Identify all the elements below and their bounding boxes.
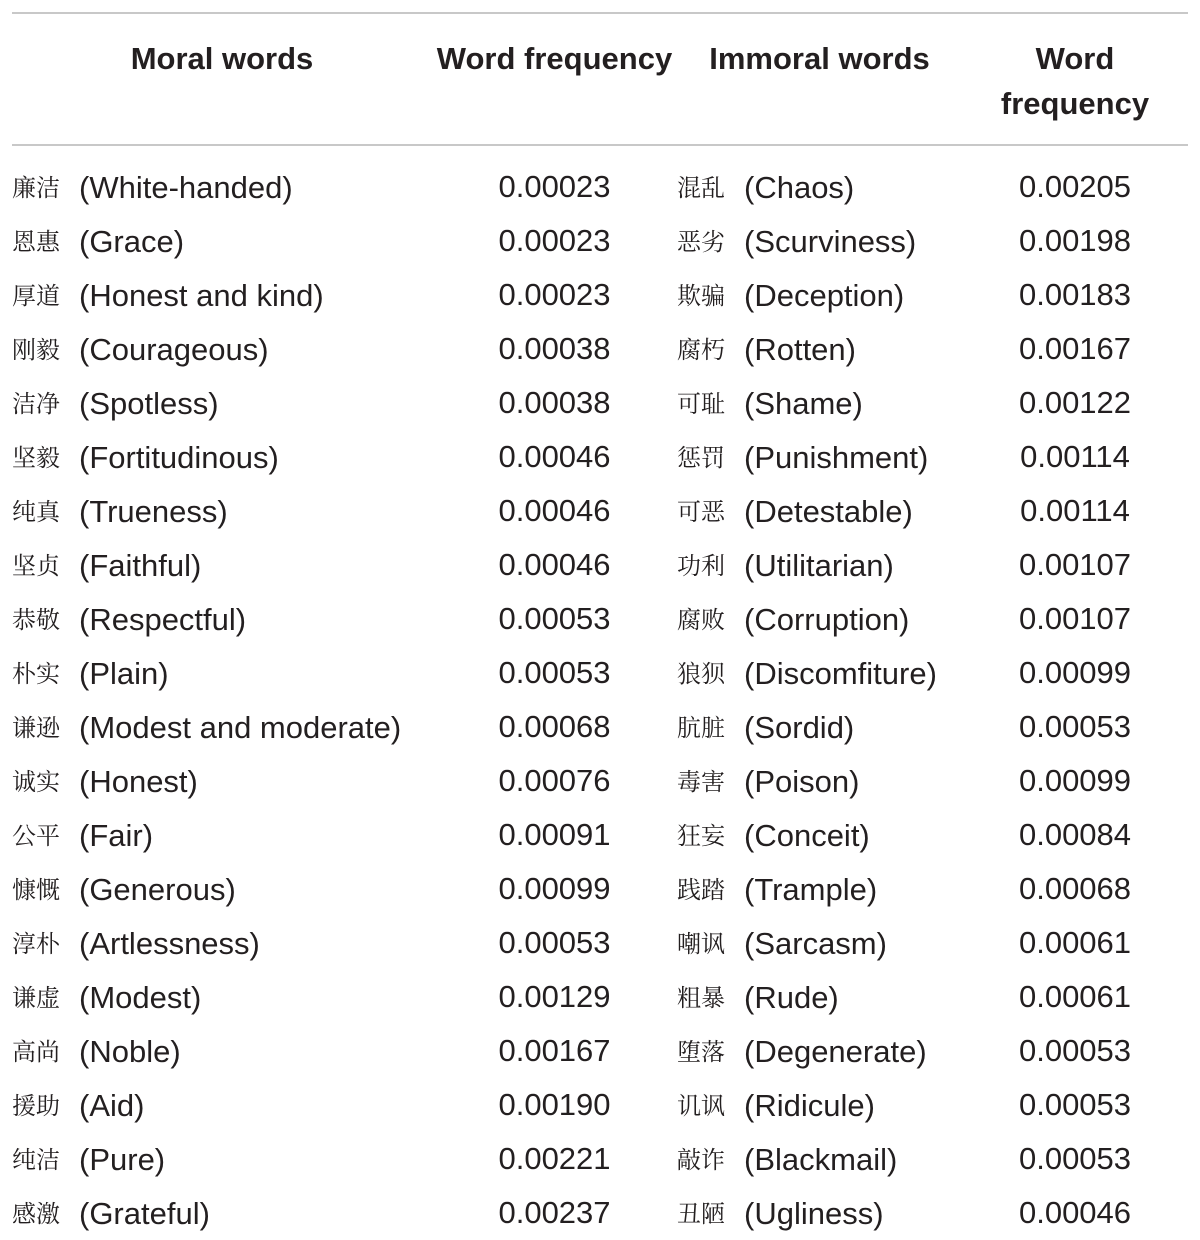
- moral-word-cell: [12, 538, 432, 592]
- moral-word-cell-chinese: 洁净: [12, 390, 60, 418]
- moral-frequency-cell: 0.00091: [498, 817, 611, 852]
- immoral-word-cell-english: (Scurviness): [744, 224, 917, 259]
- immoral-word-cell-english: (Shame): [744, 386, 863, 421]
- immoral-frequency-cell: 0.00061: [1018, 925, 1132, 960]
- moral-frequency-cell: 0.00023: [498, 277, 611, 312]
- word-frequency-table-container: [12, 12, 1188, 1240]
- immoral-word-cell: [677, 1132, 962, 1186]
- moral-word-cell-english: (Courageous): [79, 332, 269, 367]
- table-row: [12, 214, 1188, 268]
- moral-word-cell-english: (Honest and kind): [79, 278, 324, 313]
- header-word-frequency-moral: Word frequency: [436, 41, 673, 76]
- moral-frequency-cell: 0.00190: [498, 1087, 611, 1122]
- immoral-frequency-cell: 0.00053: [1018, 1141, 1132, 1176]
- moral-word-cell-chinese: 公平: [12, 822, 60, 850]
- moral-word-cell: [12, 592, 432, 646]
- immoral-word-cell-chinese: 毒害: [677, 768, 725, 796]
- moral-word-cell: [12, 700, 432, 754]
- moral-word-cell-chinese: 坚毅: [12, 444, 60, 472]
- immoral-frequency-cell: 0.00167: [1018, 331, 1132, 366]
- immoral-frequency-cell: 0.00183: [1018, 277, 1132, 312]
- header-word-frequency-immoral: Word frequency: [1000, 41, 1150, 121]
- immoral-word-cell-chinese: 惩罚: [677, 444, 725, 472]
- immoral-word-cell: [677, 916, 962, 970]
- immoral-frequency-cell: 0.00122: [1018, 385, 1132, 420]
- moral-word-cell-english: (Plain): [79, 656, 169, 691]
- moral-frequency-cell: 0.00038: [498, 385, 611, 420]
- moral-word-cell-english: (Fair): [79, 818, 154, 853]
- moral-word-cell: [12, 376, 432, 430]
- immoral-frequency-cell: 0.00099: [1018, 655, 1132, 690]
- table-row: [12, 1132, 1188, 1186]
- immoral-word-cell: [677, 808, 962, 862]
- moral-word-cell: [12, 862, 432, 916]
- table-row: [12, 700, 1188, 754]
- moral-word-cell: [12, 1024, 432, 1078]
- moral-word-cell-chinese: 援助: [12, 1092, 60, 1120]
- immoral-frequency-cell: 0.00053: [1018, 1087, 1132, 1122]
- immoral-word-cell: [677, 1186, 962, 1240]
- table-row: [12, 376, 1188, 430]
- moral-word-cell-chinese: 谦虚: [12, 984, 60, 1012]
- moral-frequency-cell: 0.00068: [498, 709, 611, 744]
- immoral-word-cell: [677, 700, 962, 754]
- moral-word-cell-english: (Honest): [79, 764, 198, 799]
- immoral-word-cell-english: (Detestable): [744, 494, 913, 529]
- immoral-word-cell-chinese: 堕落: [677, 1038, 725, 1066]
- immoral-word-cell: [677, 970, 962, 1024]
- moral-word-cell-english: (Aid): [79, 1088, 145, 1123]
- immoral-word-cell-english: (Sordid): [744, 710, 855, 745]
- immoral-word-cell-english: (Chaos): [744, 170, 855, 205]
- immoral-word-cell-chinese: 敲诈: [677, 1146, 725, 1174]
- table-row: [12, 646, 1188, 700]
- immoral-word-cell-chinese: 恶劣: [677, 228, 725, 256]
- immoral-word-cell-chinese: 肮脏: [677, 714, 725, 742]
- immoral-word-cell-chinese: 丑陋: [677, 1200, 725, 1228]
- immoral-word-cell: [677, 538, 962, 592]
- moral-frequency-cell: 0.00099: [498, 871, 611, 906]
- moral-frequency-cell: 0.00023: [498, 223, 611, 258]
- moral-frequency-cell: 0.00167: [498, 1033, 611, 1068]
- moral-word-cell-english: (Noble): [79, 1034, 181, 1069]
- immoral-word-cell: [677, 146, 962, 214]
- table-header: [12, 14, 1188, 144]
- table-row: [12, 430, 1188, 484]
- immoral-word-cell: [677, 862, 962, 916]
- immoral-word-cell-chinese: 腐败: [677, 606, 725, 634]
- moral-frequency-cell: 0.00046: [498, 439, 611, 474]
- moral-word-cell-english: (Grace): [79, 224, 185, 259]
- moral-frequency-cell: 0.00129: [498, 979, 611, 1014]
- immoral-word-cell-english: (Corruption): [744, 602, 910, 637]
- immoral-word-cell-chinese: 混乱: [677, 174, 725, 202]
- moral-frequency-cell: 0.00221: [498, 1141, 611, 1176]
- moral-frequency-cell: 0.00023: [498, 169, 611, 204]
- immoral-word-cell-english: (Poison): [744, 764, 860, 799]
- table-row: [12, 1024, 1188, 1078]
- moral-word-cell: [12, 214, 432, 268]
- moral-word-cell: [12, 484, 432, 538]
- immoral-word-cell-english: (Discomfiture): [744, 656, 937, 691]
- table-body: [12, 146, 1188, 1240]
- immoral-word-cell-chinese: 嘲讽: [677, 930, 725, 958]
- immoral-frequency-cell: 0.00046: [1018, 1195, 1132, 1230]
- moral-word-cell-chinese: 纯洁: [12, 1146, 60, 1174]
- immoral-word-cell-chinese: 可恶: [677, 498, 725, 526]
- immoral-frequency-cell: 0.00107: [1018, 547, 1132, 582]
- immoral-word-cell: [677, 646, 962, 700]
- immoral-word-cell-english: (Conceit): [744, 818, 870, 853]
- moral-word-cell-chinese: 感激: [12, 1200, 60, 1228]
- immoral-word-cell-chinese: 欺骗: [677, 282, 725, 310]
- moral-frequency-cell: 0.00076: [498, 763, 611, 798]
- moral-word-cell-english: (Respectful): [79, 602, 247, 637]
- moral-word-cell-english: (Modest and moderate): [79, 710, 402, 745]
- moral-word-cell: [12, 754, 432, 808]
- immoral-frequency-cell: 0.00061: [1018, 979, 1132, 1014]
- immoral-word-cell: [677, 376, 962, 430]
- moral-word-cell-chinese: 淳朴: [12, 930, 60, 958]
- moral-word-cell-chinese: 刚毅: [12, 336, 60, 364]
- table-row: [12, 268, 1188, 322]
- immoral-word-cell-english: (Trample): [744, 872, 878, 907]
- moral-frequency-cell: 0.00038: [498, 331, 611, 366]
- immoral-word-cell: [677, 430, 962, 484]
- moral-word-cell-english: (Generous): [79, 872, 236, 907]
- moral-word-cell: [12, 808, 432, 862]
- immoral-word-cell: [677, 754, 962, 808]
- immoral-word-cell-english: (Blackmail): [744, 1142, 898, 1177]
- moral-word-cell: [12, 322, 432, 376]
- immoral-word-cell-chinese: 腐朽: [677, 336, 725, 364]
- immoral-word-cell-chinese: 狼狈: [677, 660, 725, 688]
- moral-word-cell-english: (Faithful): [79, 548, 202, 583]
- word-frequency-table-body: [12, 146, 1188, 1240]
- immoral-word-cell-english: (Sarcasm): [744, 926, 887, 961]
- table-row: [12, 1186, 1188, 1240]
- immoral-frequency-cell: 0.00198: [1018, 223, 1132, 258]
- immoral-frequency-cell: 0.00068: [1018, 871, 1132, 906]
- table-row: [12, 808, 1188, 862]
- immoral-frequency-cell: 0.00205: [1018, 169, 1132, 204]
- moral-word-cell: [12, 430, 432, 484]
- header-immoral-words: Immoral words: [709, 41, 930, 76]
- moral-word-cell: [12, 646, 432, 700]
- immoral-word-cell: [677, 484, 962, 538]
- immoral-frequency-cell: 0.00107: [1018, 601, 1132, 636]
- immoral-frequency-cell: 0.00099: [1018, 763, 1132, 798]
- moral-word-cell-chinese: 高尚: [12, 1038, 60, 1066]
- moral-word-cell-english: (White-handed): [79, 170, 293, 205]
- immoral-word-cell-english: (Ugliness): [744, 1196, 884, 1231]
- moral-word-cell-english: (Grateful): [79, 1196, 210, 1231]
- moral-frequency-cell: 0.00053: [498, 925, 611, 960]
- header-moral-words: Moral words: [130, 41, 314, 76]
- immoral-word-cell-chinese: 粗暴: [677, 984, 725, 1012]
- moral-word-cell-english: (Spotless): [79, 386, 219, 421]
- moral-frequency-cell: 0.00046: [498, 547, 611, 582]
- moral-word-cell-chinese: 朴实: [12, 660, 60, 688]
- table-row: [12, 484, 1188, 538]
- moral-word-cell: [12, 1186, 432, 1240]
- moral-word-cell-chinese: 诚实: [12, 768, 60, 796]
- moral-word-cell: [12, 916, 432, 970]
- moral-word-cell: [12, 268, 432, 322]
- moral-word-cell-chinese: 谦逊: [12, 714, 60, 742]
- moral-word-cell-english: (Artlessness): [79, 926, 260, 961]
- moral-word-cell: [12, 146, 432, 214]
- table-row: [12, 538, 1188, 592]
- immoral-word-cell: [677, 592, 962, 646]
- moral-word-cell-english: (Modest): [79, 980, 202, 1015]
- table-row: [12, 322, 1188, 376]
- word-frequency-table: [12, 14, 1188, 144]
- immoral-frequency-cell: 0.00053: [1018, 1033, 1132, 1068]
- immoral-word-cell: [677, 322, 962, 376]
- table-row: [12, 592, 1188, 646]
- immoral-word-cell-chinese: 狂妄: [677, 822, 725, 850]
- immoral-word-cell-english: (Utilitarian): [744, 548, 894, 583]
- table-row: [12, 970, 1188, 1024]
- immoral-frequency-cell: 0.00114: [1020, 439, 1130, 474]
- table-row: [12, 1078, 1188, 1132]
- immoral-frequency-cell: 0.00053: [1018, 709, 1132, 744]
- moral-word-cell-chinese: 恩惠: [12, 228, 60, 256]
- moral-word-cell-english: (Pure): [79, 1142, 166, 1177]
- moral-word-cell: [12, 1132, 432, 1186]
- immoral-word-cell-chinese: 功利: [677, 552, 725, 580]
- table-row: [12, 754, 1188, 808]
- immoral-word-cell-english: (Punishment): [744, 440, 929, 475]
- table-row: [12, 862, 1188, 916]
- moral-frequency-cell: 0.00237: [498, 1195, 611, 1230]
- moral-word-cell: [12, 1078, 432, 1132]
- table-row: [12, 916, 1188, 970]
- moral-frequency-cell: 0.00053: [498, 601, 611, 636]
- moral-word-cell-chinese: 恭敬: [12, 606, 60, 634]
- immoral-word-cell-chinese: 讥讽: [677, 1092, 725, 1120]
- moral-word-cell-chinese: 慷慨: [12, 876, 60, 904]
- immoral-word-cell-english: (Rude): [744, 980, 839, 1015]
- moral-word-cell-english: (Trueness): [79, 494, 228, 529]
- immoral-word-cell-english: (Ridicule): [744, 1088, 875, 1123]
- moral-word-cell-chinese: 廉洁: [12, 174, 60, 202]
- immoral-word-cell: [677, 268, 962, 322]
- moral-word-cell-chinese: 纯真: [12, 498, 60, 526]
- moral-word-cell-chinese: 厚道: [12, 282, 60, 310]
- immoral-frequency-cell: 0.00114: [1020, 493, 1130, 528]
- immoral-word-cell-chinese: 可耻: [677, 390, 725, 418]
- moral-word-cell-chinese: 坚贞: [12, 552, 60, 580]
- immoral-word-cell-english: (Rotten): [744, 332, 856, 367]
- immoral-word-cell: [677, 1078, 962, 1132]
- moral-frequency-cell: 0.00053: [498, 655, 611, 690]
- moral-word-cell: [12, 970, 432, 1024]
- immoral-frequency-cell: 0.00084: [1018, 817, 1132, 852]
- immoral-word-cell: [677, 1024, 962, 1078]
- moral-word-cell-english: (Fortitudinous): [79, 440, 279, 475]
- table-row: [12, 146, 1188, 214]
- immoral-word-cell: [677, 214, 962, 268]
- immoral-word-cell-chinese: 践踏: [677, 876, 725, 904]
- moral-frequency-cell: 0.00046: [498, 493, 611, 528]
- immoral-word-cell-english: (Deception): [744, 278, 905, 313]
- immoral-word-cell-english: (Degenerate): [744, 1034, 927, 1069]
